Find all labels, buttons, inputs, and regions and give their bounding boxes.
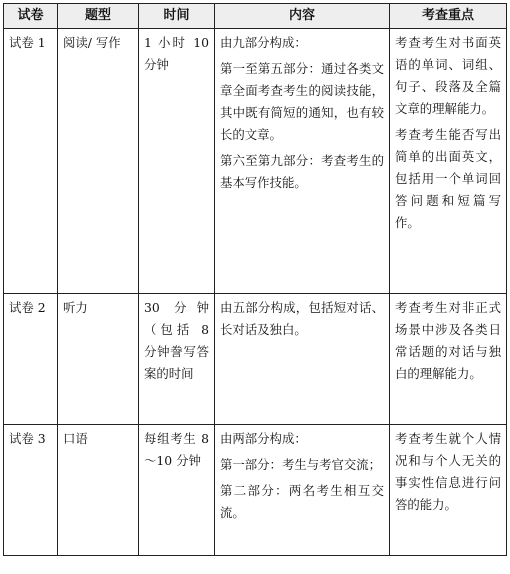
cell-time: 1 小时 10 分钟 xyxy=(139,29,215,294)
content-line: 由两部分构成： xyxy=(220,431,307,446)
cell-type: 听力 xyxy=(58,294,139,425)
cell-time: 每组考生 8～10 分钟 xyxy=(139,425,215,556)
content-line: 第六至第九部分：考查考生的基本写作技能。 xyxy=(220,153,384,190)
content-line: 第二部分：两名考生相互交流。 xyxy=(220,483,384,520)
table-row xyxy=(4,425,507,556)
focus-line: 考查考生对书面英语的单词、词组、句子、段落及全篇文章的理解能力。 xyxy=(395,35,501,116)
header-row xyxy=(4,4,507,29)
cell-type: 阅读/ 写作 xyxy=(58,29,139,294)
cell-focus xyxy=(390,425,507,556)
cell-paper: 试卷 1 xyxy=(4,29,58,294)
header-type: 题型 xyxy=(58,4,139,29)
cell-content xyxy=(215,294,390,425)
table-row xyxy=(4,29,507,294)
cell-type: 口语 xyxy=(58,425,139,556)
header-focus: 考查重点 xyxy=(390,4,507,29)
header-content: 内容 xyxy=(215,4,390,29)
focus-line: 考查考生就个人情况和与个人无关的事实性信息进行问答的能力。 xyxy=(395,431,501,512)
exam-table-container xyxy=(3,3,507,556)
content-line: 第一部分：考生与考官交流； xyxy=(220,457,382,472)
table-row xyxy=(4,294,507,425)
cell-paper: 试卷 3 xyxy=(4,425,58,556)
content-line: 由九部分构成： xyxy=(220,35,307,50)
header-paper: 试卷 xyxy=(4,4,58,29)
cell-focus xyxy=(390,294,507,425)
focus-line: 考查考生对非正式场景中涉及各类日常话题的对话与独白的理解能力。 xyxy=(395,300,501,381)
header-time: 时间 xyxy=(139,4,215,29)
cell-time: 30 分钟（包括 8 分钟誊写答案的时间 xyxy=(139,294,215,425)
cell-paper: 试卷 2 xyxy=(4,294,58,425)
content-line: 由五部分构成，包括短对话、长对话及独白。 xyxy=(220,300,384,337)
cell-content xyxy=(215,29,390,294)
focus-line: 考查考生能否写出简单的出面英文，包括用一个单词回答问题和短篇写作。 xyxy=(395,127,501,230)
cell-focus xyxy=(390,29,507,294)
content-line: 第一至第五部分：通过各类文章全面考查考生的阅读技能，其中既有简短的通知，也有较长的文章。 xyxy=(220,61,384,142)
exam-table xyxy=(3,3,507,556)
cell-content xyxy=(215,425,390,556)
